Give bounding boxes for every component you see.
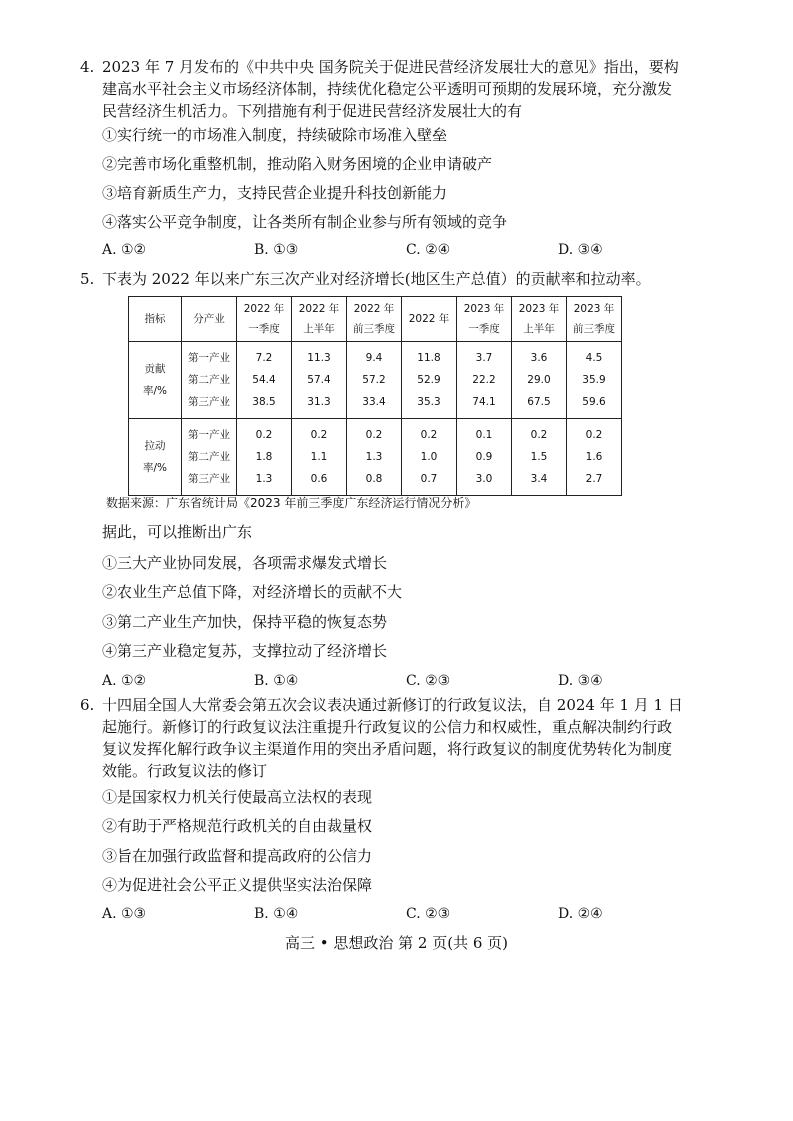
question-number: 6. <box>80 696 95 714</box>
table-header-cell: 2023 年 一季度 <box>457 297 512 342</box>
table-header-cell: 2022 年 一季度 <box>237 297 292 342</box>
question-stem-line: 复议发挥化解行政争议主渠道作用的突出矛盾问题，将行政复议的制度优势转化为制度 <box>102 740 673 758</box>
statement-item: ④为促进社会公平正义提供坚实法治保障 <box>102 876 373 894</box>
choice-d[interactable]: D. ③④ <box>558 242 603 258</box>
table-header-cell: 2022 年 上半年 <box>292 297 347 342</box>
table-header-cell: 分产业 <box>182 297 237 342</box>
table-cell: 0.2 1.1 0.6 <box>292 419 347 496</box>
table-header-cell: 2023 年 上半年 <box>512 297 567 342</box>
table-cell: 第一产业 第二产业 第三产业 <box>182 342 237 419</box>
table-header-cell: 2023 年 前三季度 <box>567 297 622 342</box>
question-stem-line: 民营经济生机活力。下列措施有利于促进民营经济发展壮大的有 <box>102 102 523 120</box>
page-footer: 高三 • 思想政治 第 2 页(共 6 页) <box>284 934 509 952</box>
question-number: 4. <box>80 58 95 76</box>
table-header-row <box>129 297 622 342</box>
table-cell: 9.4 57.2 33.4 <box>347 342 402 419</box>
statement-item: ②有助于严格规范行政机关的自由裁量权 <box>102 817 373 835</box>
table-row-label: 拉动 率/% <box>129 419 182 496</box>
statement-item: ②完善市场化重整机制，推动陷入财务困境的企业申请破产 <box>102 155 493 173</box>
question-stem-line: 建高水平社会主义市场经济体制，持续优化稳定公平透明可预期的发展环境，充分激发 <box>102 80 673 98</box>
statement-item: ①是国家权力机关行使最高立法权的表现 <box>102 788 373 806</box>
choice-d[interactable]: D. ②④ <box>558 906 603 922</box>
statement-item: ①三大产业协同发展，各项需求爆发式增长 <box>102 554 388 572</box>
statement-item: ③培育新质生产力，支持民营企业提升科技创新能力 <box>102 184 448 202</box>
contribution-table <box>128 296 622 496</box>
table-cell: 0.2 1.3 0.8 <box>347 419 402 496</box>
table-row <box>129 342 622 419</box>
question-stem: 下表为 2022 年以来广东三次产业对经济增长(地区生产总值）的贡献率和拉动率。 <box>102 270 651 288</box>
data-source-note: 数据来源：广东省统计局《2023 年前三季度广东经济运行情况分析》 <box>106 496 477 510</box>
question-number: 5. <box>80 270 95 288</box>
table-cell: 7.2 54.4 38.5 <box>237 342 292 419</box>
table-header-cell: 2022 年 前三季度 <box>347 297 402 342</box>
choice-a[interactable]: A. ①② <box>102 242 147 258</box>
statement-item: ③旨在加强行政监督和提高政府的公信力 <box>102 847 373 865</box>
question-stem-line: 十四届全国人大常委会第五次会议表决通过新修订的行政复议法，自 2024 年 1 月 1 日 <box>102 696 683 714</box>
choice-a[interactable]: A. ①② <box>102 673 147 689</box>
statement-item: ③第二产业生产加快，保持平稳的恢复态势 <box>102 613 388 631</box>
table-cell: 0.1 0.9 3.0 <box>457 419 512 496</box>
table-cell: 4.5 35.9 59.6 <box>567 342 622 419</box>
question-lead: 据此，可以推断出广东 <box>102 523 253 541</box>
statement-item: ①实行统一的市场准入制度，持续破除市场准入壁垒 <box>102 126 448 144</box>
choice-b[interactable]: B. ①④ <box>254 673 299 689</box>
choice-c[interactable]: C. ②③ <box>406 673 451 689</box>
table-cell: 11.3 57.4 31.3 <box>292 342 347 419</box>
statement-item: ②农业生产总值下降，对经济增长的贡献不大 <box>102 583 403 601</box>
table-cell: 0.2 1.8 1.3 <box>237 419 292 496</box>
table-cell: 3.7 22.2 74.1 <box>457 342 512 419</box>
table-cell: 第一产业 第二产业 第三产业 <box>182 419 237 496</box>
table-row <box>129 419 622 496</box>
table-cell: 0.2 1.6 2.7 <box>567 419 622 496</box>
choice-b[interactable]: B. ①④ <box>254 906 299 922</box>
statement-item: ④落实公平竞争制度，让各类所有制企业参与所有领域的竞争 <box>102 213 508 231</box>
choice-d[interactable]: D. ③④ <box>558 673 603 689</box>
table-header-cell: 2022 年 <box>402 297 457 342</box>
table-cell: 0.2 1.5 3.4 <box>512 419 567 496</box>
table-cell: 11.8 52.9 35.3 <box>402 342 457 419</box>
statement-item: ④第三产业稳定复苏，支撑拉动了经济增长 <box>102 642 388 660</box>
choice-a[interactable]: A. ①③ <box>102 906 147 922</box>
table-header-cell: 指标 <box>129 297 182 342</box>
choice-c[interactable]: C. ②③ <box>406 906 451 922</box>
table-row-label: 贡献 率/% <box>129 342 182 419</box>
question-stem-line: 2023 年 7 月发布的《中共中央 国务院关于促进民营经济发展壮大的意见》指出，要构 <box>102 58 679 76</box>
table-cell: 0.2 1.0 0.7 <box>402 419 457 496</box>
table-cell: 3.6 29.0 67.5 <box>512 342 567 419</box>
choice-b[interactable]: B. ①③ <box>254 242 299 258</box>
question-stem-line: 效能。行政复议法的修订 <box>102 762 268 780</box>
question-stem-line: 起施行。新修订的行政复议法注重提升行政复议的公信力和权威性，重点解决制约行政 <box>102 718 673 736</box>
choice-c[interactable]: C. ②④ <box>406 242 451 258</box>
